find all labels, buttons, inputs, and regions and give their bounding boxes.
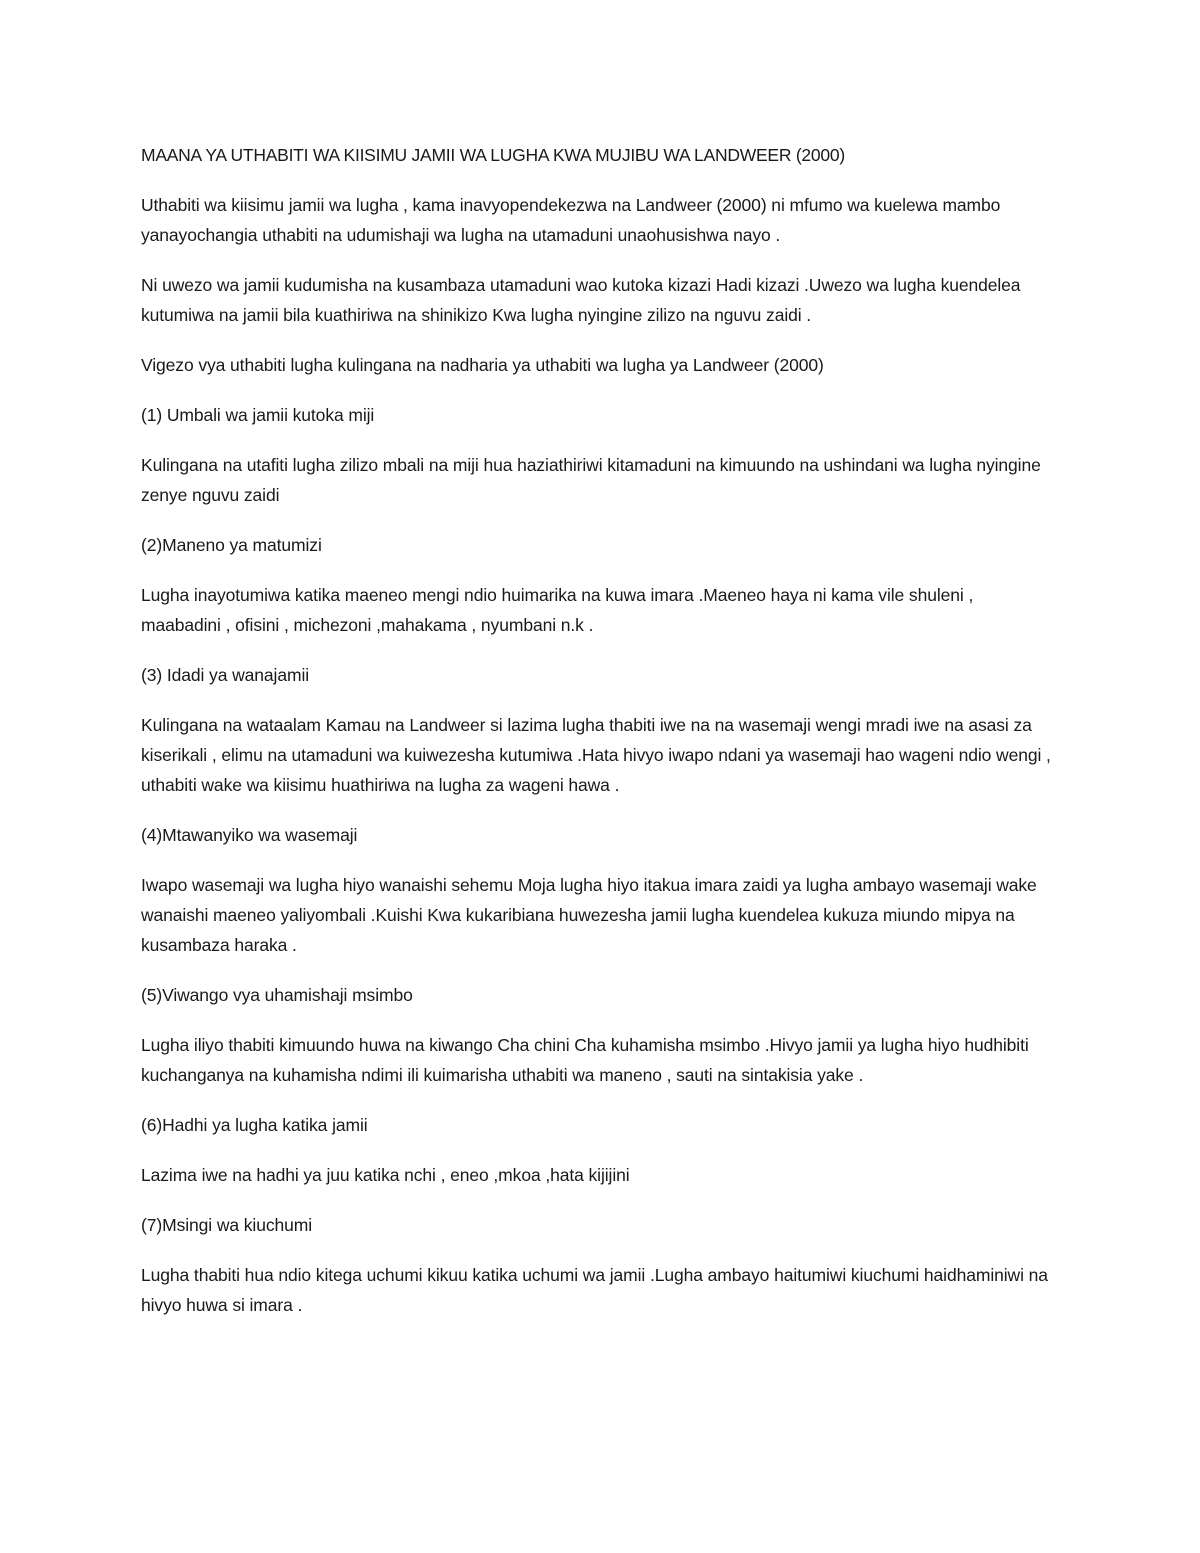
criterion-2-heading: (2)Maneno ya matumizi bbox=[141, 535, 322, 555]
criterion-3-text: Kulingana na wataalam Kamau na Landweer si lazima lugha thabiti iwe na na wasemaji wengi mradi iwe na asasi za kiserikali , elimu na utamaduni wa kuiwezesha kutumiwa .Hata hivyo iwapo ndani ya wasemaji hao wageni ndio wengi , uthabiti wake wa kiisimu huathiriwa na lugha za wageni hawa . bbox=[141, 715, 1051, 795]
criterion-4-text: Iwapo wasemaji wa lugha hiyo wanaishi sehemu Moja lugha hiyo itakua imara zaidi ya lugha ambayo wasemaji wake wanaishi maeneo yaliyombali .Kuishi Kwa kukaribiana huwezesha jamii lugha kuendelea kukuza miundo mipya na kusambaza haraka . bbox=[141, 875, 1037, 955]
intro-paragraph-1: Uthabiti wa kiisimu jamii wa lugha , kama inavyopendekezwa na Landweer (2000) ni mfumo wa kuelewa mambo yanayochangia uthabiti na udumishaji wa lugha na utamaduni unaohusishwa nayo . bbox=[141, 195, 1001, 245]
criterion-1-heading: (1) Umbali wa jamii kutoka miji bbox=[141, 405, 375, 425]
criterion-3-heading: (3) Idadi ya wanajamii bbox=[141, 665, 310, 685]
document-body bbox=[141, 140, 1056, 1340]
criteria-intro: Vigezo vya uthabiti lugha kulingana na nadharia ya uthabiti wa lugha ya Landweer (2000) bbox=[141, 355, 824, 375]
criterion-6-text: Lazima iwe na hadhi ya juu katika nchi , eneo ,mkoa ,hata kijijini bbox=[141, 1165, 630, 1185]
criterion-5-heading: (5)Viwango vya uhamishaji msimbo bbox=[141, 985, 413, 1005]
intro-paragraph-2: Ni uwezo wa jamii kudumisha na kusambaza utamaduni wao kutoka kizazi Hadi kizazi .Uwezo wa lugha kuendelea kutumiwa na jamii bila kuathiriwa na shinikizo Kwa lugha nyingine zilizo na nguvu zaidi . bbox=[141, 275, 1021, 325]
criterion-5-text: Lugha iliyo thabiti kimuundo huwa na kiwango Cha chini Cha kuhamisha msimbo .Hivyo jamii ya lugha hiyo hudhibiti kuchanganya na kuhamisha ndimi ili kuimarisha uthabiti wa maneno , sauti na sintakisia yake . bbox=[141, 1035, 1029, 1085]
criterion-7-heading: (7)Msingi wa kiuchumi bbox=[141, 1215, 313, 1235]
criterion-4-heading: (4)Mtawanyiko wa wasemaji bbox=[141, 825, 358, 845]
criterion-7-text: Lugha thabiti hua ndio kitega uchumi kikuu katika uchumi wa jamii .Lugha ambayo haitumiwi kiuchumi haidhaminiwi na hivyo huwa si imara . bbox=[141, 1265, 1048, 1315]
criterion-6-heading: (6)Hadhi ya lugha katika jamii bbox=[141, 1115, 368, 1135]
criterion-2-text: Lugha inayotumiwa katika maeneo mengi ndio huimarika na kuwa imara .Maeneo haya ni kama vile shuleni , maabadini , ofisini , michezoni ,mahakama , nyumbani n.k . bbox=[141, 585, 974, 635]
document-title: MAANA YA UTHABITI WA KIISIMU JAMII WA LUGHA KWA MUJIBU WA LANDWEER (2000) bbox=[141, 145, 845, 165]
criterion-1-text: Kulingana na utafiti lugha zilizo mbali na miji hua haziathiriwi kitamaduni na kimuundo na ushindani wa lugha nyingine zenye nguvu zaidi bbox=[141, 455, 1041, 505]
